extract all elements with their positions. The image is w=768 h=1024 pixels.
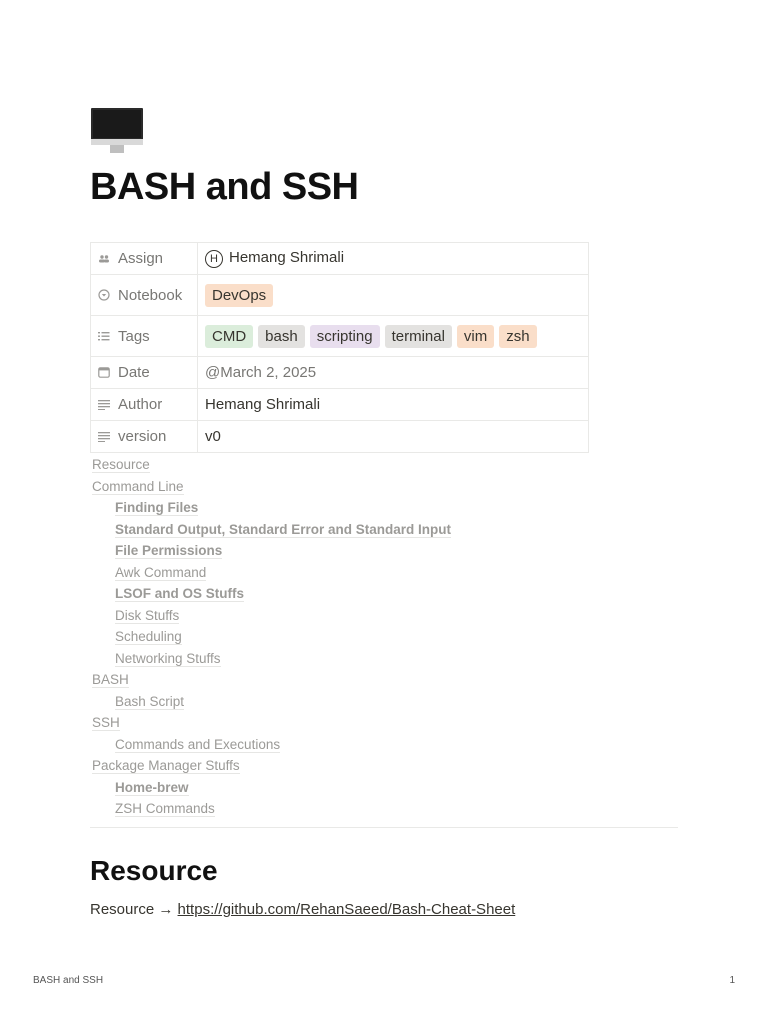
- assignee-name: Hemang Shrimali: [229, 249, 345, 266]
- notebook-tag: DevOps: [205, 284, 273, 307]
- version-value[interactable]: v0: [198, 421, 589, 453]
- toc-item[interactable]: Package Manager Stuffs: [92, 758, 240, 773]
- property-key: [91, 316, 198, 357]
- tag-chip: scripting: [310, 325, 380, 348]
- toc-item[interactable]: File Permissions: [115, 543, 223, 558]
- tag-chip: zsh: [499, 325, 536, 348]
- property-row-notebook: [91, 275, 589, 316]
- property-row-author: [91, 389, 589, 421]
- toc-item[interactable]: Home-brew: [115, 779, 189, 795]
- property-label: Notebook: [118, 286, 183, 304]
- property-row-version: [91, 421, 589, 453]
- resource-link[interactable]: https://github.com/RehanSaeed/Bash-Cheat-Sheet: [177, 901, 516, 918]
- property-label: Author: [118, 396, 163, 413]
- property-row-tags: [91, 316, 589, 357]
- toc-item[interactable]: ZSH Commands: [115, 801, 215, 816]
- toc-item[interactable]: Disk Stuffs: [115, 607, 180, 623]
- section-heading: Resource: [90, 855, 218, 886]
- text-icon: [98, 398, 110, 410]
- property-label: Date: [118, 364, 150, 381]
- resource-prefix: Resource →: [90, 901, 174, 918]
- page-title: BASH and SSH: [90, 166, 359, 208]
- resource-line: [90, 901, 515, 918]
- property-key: [91, 275, 198, 316]
- property-label: Tags: [118, 327, 150, 345]
- tag-chip: vim: [457, 325, 494, 348]
- footer-title: BASH and SSH: [33, 975, 104, 986]
- toc-item[interactable]: SSH: [92, 715, 120, 730]
- assign-value[interactable]: [198, 243, 589, 275]
- desktop-computer-icon: [90, 106, 144, 158]
- property-key: [91, 421, 198, 453]
- author-value[interactable]: Hemang Shrimali: [198, 389, 589, 421]
- list-icon: [98, 330, 110, 342]
- property-row-assign: [91, 243, 589, 275]
- toc-item[interactable]: Command Line: [92, 478, 184, 494]
- text-icon: [98, 430, 110, 442]
- select-icon: [98, 289, 110, 301]
- divider: [90, 827, 678, 828]
- tag-chip: terminal: [385, 325, 452, 348]
- toc-item[interactable]: LSOF and OS Stuffs: [115, 586, 245, 601]
- property-label: Assign: [118, 250, 164, 267]
- toc-item[interactable]: Scheduling: [115, 629, 182, 644]
- toc-item[interactable]: Finding Files: [115, 500, 199, 515]
- tags-value[interactable]: [198, 316, 589, 357]
- date-value[interactable]: @March 2, 2025: [198, 357, 589, 389]
- tag-chip: bash: [258, 325, 305, 348]
- calendar-icon: [98, 366, 110, 378]
- toc-item[interactable]: BASH: [92, 672, 129, 687]
- footer-page-number: 1: [729, 975, 735, 986]
- toc-item[interactable]: Awk Command: [115, 564, 207, 580]
- properties-table: [90, 242, 589, 453]
- toc-item[interactable]: Resource: [92, 457, 150, 472]
- property-row-date: [91, 357, 589, 389]
- toc-item[interactable]: Commands and Executions: [115, 736, 281, 752]
- property-label: version: [118, 428, 167, 445]
- people-icon: [98, 252, 110, 264]
- property-key: [91, 357, 198, 389]
- toc-item[interactable]: Networking Stuffs: [115, 650, 221, 666]
- avatar: H: [205, 250, 223, 268]
- table-of-contents: [90, 454, 678, 820]
- property-key: [91, 243, 198, 275]
- property-key: [91, 389, 198, 421]
- toc-item[interactable]: Standard Output, Standard Error and Standard Input: [115, 521, 452, 537]
- notebook-value[interactable]: [198, 275, 589, 316]
- tag-chip: CMD: [205, 325, 253, 348]
- toc-item[interactable]: Bash Script: [115, 693, 185, 709]
